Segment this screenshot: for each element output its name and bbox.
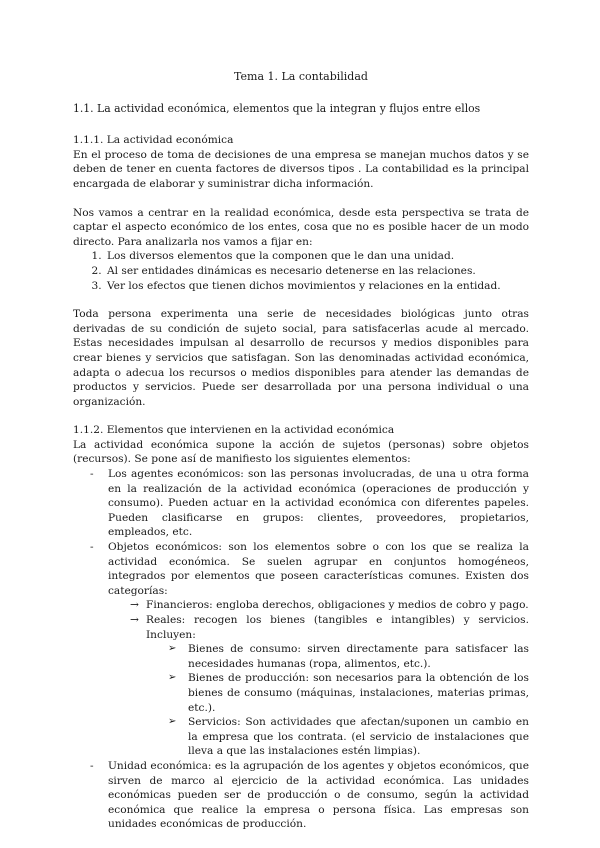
list-item-unidad: - Unidad económica: es la agrupación de los agentes y objetos económicos, que sirven de marco al ejercicio de la actividad económica. Las unidades económicas pueden ser de producción o de consumo, según la actividad económica que realice la empresa o persona física. Las empresas son unidades económicas de producción. [73,759,529,832]
list-item-agentes: - Los agentes económicos: son las personas involucradas, de una u otra forma en la realización de la actividad económica (operaciones de producción y consumo). Pueden actuar en la actividad económica con diferentes papeles. Pueden clasificarse en grupos: clientes, proveedores, propietarios, empleados, etc. [73,467,529,540]
list-item-financieros: → Financieros: engloba derechos, obligaciones y medios de cobro y pago. [130,598,529,613]
list-item: 3. Ver los efectos que tienen dichos movimientos y relaciones en la entidad. [105,279,529,294]
subsection-heading-2: 1.1.2. Elementos que intervienen en la actividad económica [73,424,395,437]
list-item-produccion: ➢ Bienes de producción: son necesarios para la obtención de los bienes de consumo (máquinas, instalaciones, materias primas, etc.). [168,671,529,715]
list-item: 1. Los diversos elementos que la componen que le dan una unidad. [105,249,529,264]
numbered-list [73,249,529,293]
document-body [73,70,529,832]
document-title: Tema 1. La contabilidad [234,70,368,83]
list-item-reales: → Reales: recogen los bienes (tangibles e intangibles) y servicios. Incluyen: ➢ Bienes de consumo: sirven directamente para satisfacer las necesidades humanas (ropa, alimentos, etc.). ➢ Bienes de producción: son necesarios para la obtención de los bienes de consumo (máquinas, instalaciones, materias primas, etc.). ➢ Servicios: Son actividades que afectan/suponen un cambio en la empresa que los contrata. (el servicio de instalaciones que lleva a que las instalaciones estén limpias). [130,613,529,759]
list-item-servicios: ➢ Servicios: Son actividades que afectan/suponen un cambio en la empresa que los contrata. (el servicio de instalaciones que lleva a que las instalaciones estén limpias). [168,715,529,759]
list-item-consumo: ➢ Bienes de consumo: sirven directamente para satisfacer las necesidades humanas (ropa, alimentos, etc.). [168,642,529,671]
triangle-list [146,642,529,759]
paragraph-realidad: Nos vamos a centrar en la realidad económica, desde esta perspectiva se trata de captar el aspecto económico de los entes, cosa que no es posible hacer de un modo directo. Para analizarla nos vamos a fijar en: [73,206,529,248]
arrow-list [108,598,529,759]
subsection-heading-1: 1.1.1. La actividad económica [73,134,234,147]
section-heading: 1.1. La actividad económica, elementos que la integran y flujos entre ellos [73,101,481,115]
paragraph-decisiones: En el proceso de toma de decisiones de una empresa se manejan muchos datos y se deben de tener en cuenta factores de diversos tipos . La contabilidad es la principal encargada de elaborar y suministrar dicha información. [73,148,529,190]
dash-list [73,467,529,832]
paragraph-elementos-intro: La actividad económica supone la acción de sujetos (personas) sobre objetos (recursos). Se pone así de manifiesto los siguientes elementos: [73,438,529,466]
list-item: 2. Al ser entidades dinámicas es necesario detenerse en las relaciones. [105,264,529,279]
paragraph-necesidades: Toda persona experimenta una serie de necesidades biológicas junto otras derivadas de su condición de sujeto social, para satisfacerlas acude al mercado. Estas necesidades impulsan al desarrollo de recursos y medios disponibles para crear bienes y servicios que satisfagan. Son las denominadas actividad económica, adapta o adecua los recursos o medios disponibles para atender las demandas de productos y servicios. Puede ser desarrollada por una persona individual o una organización. [73,308,529,408]
list-item-objetos: - Objetos económicos: son los elementos sobre o con los que se realiza la actividad económica. Se suelen agrupar en conjuntos homogéneos, integrados por elementos que poseen características comunes. Existen dos categorías: → Financieros: engloba derechos, obligaciones y medios de cobro y pago. → Reales: recogen los bienes (tangibles e intangibles) y servicios. Incluyen: ➢ Bienes de consumo: sirven directamente para satisfacer las necesidades humanas (ropa, alimentos, etc.). ➢ Bienes de producción: son necesarios para la obtención de los bienes de consumo (máquinas, instalaciones, materias primas, etc.). ➢ Servicios: Son actividades que afectan/suponen un cambio en la empresa que los contrata. (el servicio de instalaciones que lleva a que las instalaciones estén limpias). [73,540,529,759]
